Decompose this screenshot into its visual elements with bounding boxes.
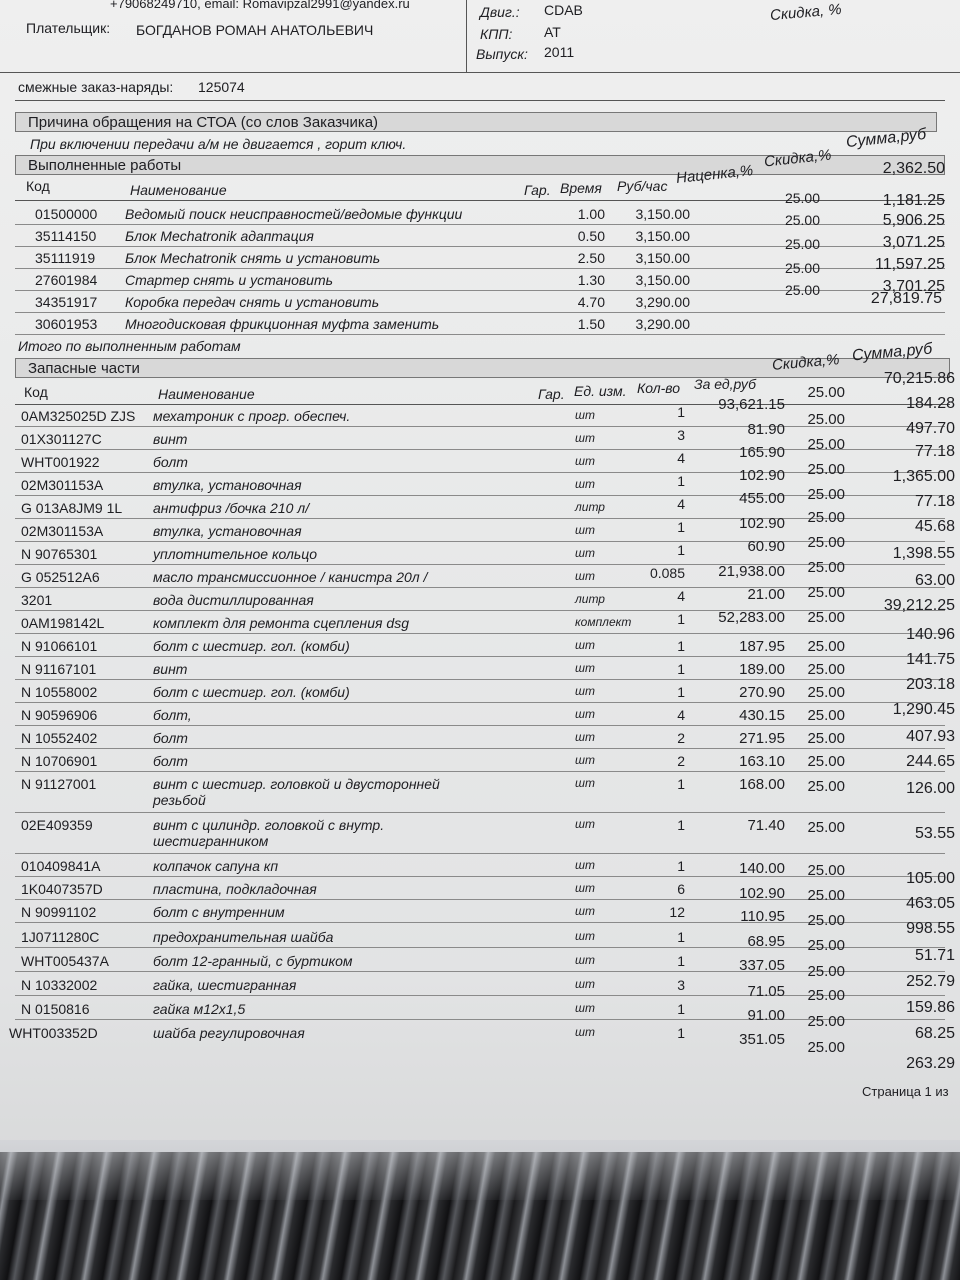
part-sum: 77.18 bbox=[914, 493, 955, 510]
part-code: WHT003352D bbox=[9, 1025, 98, 1041]
part-qty: 1 bbox=[677, 684, 685, 700]
work-code: 35114150 bbox=[35, 228, 97, 244]
part-discount: 25.00 bbox=[807, 661, 845, 678]
work-rate: 3,150.00 bbox=[635, 228, 690, 244]
work-sum: 3,071.25 bbox=[882, 234, 945, 251]
parts-col-gar: Гар. bbox=[538, 386, 565, 402]
part-qty: 1 bbox=[677, 953, 685, 969]
part-price: 189.00 bbox=[739, 661, 785, 678]
part-name: болт bbox=[153, 730, 188, 746]
part-sum: 70,215.86 bbox=[883, 370, 955, 387]
part-discount: 25.00 bbox=[807, 887, 845, 904]
part-name: антифриз /бочка 210 л/ bbox=[153, 500, 310, 516]
part-name: болт, bbox=[153, 707, 192, 723]
part-qty: 12 bbox=[669, 904, 685, 920]
part-unit: шт bbox=[575, 929, 595, 943]
parts-row bbox=[15, 676, 955, 703]
engine-value: CDAB bbox=[544, 2, 583, 18]
work-hours: 1.30 bbox=[577, 272, 605, 288]
part-name: винт с цилиндр. головкой с внутр. bbox=[153, 817, 385, 833]
part-name: винт bbox=[153, 661, 188, 677]
part-discount: 25.00 bbox=[807, 559, 845, 576]
part-code: 0AM325025D ZJS bbox=[21, 408, 136, 424]
part-discount: 25.00 bbox=[807, 963, 845, 980]
part-price: 81.90 bbox=[747, 421, 785, 438]
work-name: Стартер снять и установить bbox=[125, 272, 333, 288]
part-price: 455.00 bbox=[739, 490, 785, 507]
part-discount: 25.00 bbox=[807, 486, 845, 503]
parts-col-qty: Кол-во bbox=[637, 380, 681, 396]
part-price: 351.05 bbox=[739, 1031, 785, 1048]
work-name: Коробка передач снять и установить bbox=[125, 294, 380, 310]
works-col-rate: Руб/час bbox=[617, 178, 668, 194]
works-section-title: Выполненные работы bbox=[15, 155, 945, 175]
work-sum: 11,597.25 bbox=[875, 256, 945, 273]
part-code: 1J0711280C bbox=[21, 929, 100, 945]
works-col-sum: Сумма,руб bbox=[845, 125, 927, 152]
work-discount: 25.00 bbox=[784, 282, 820, 298]
work-rate: 3,150.00 bbox=[635, 206, 690, 222]
part-discount: 25.00 bbox=[807, 753, 845, 770]
part-code: 010409841A bbox=[21, 858, 101, 874]
part-sum: 141.75 bbox=[906, 651, 955, 668]
part-sum: 252.79 bbox=[906, 973, 955, 990]
work-sum: 2,362.50 bbox=[882, 160, 945, 177]
part-code: WHT005437A bbox=[21, 953, 109, 969]
part-unit: шт bbox=[575, 684, 595, 698]
works-col-name: Наименование bbox=[130, 182, 227, 198]
year-label: Выпуск: bbox=[476, 46, 528, 62]
part-qty: 1 bbox=[677, 929, 685, 945]
part-qty: 4 bbox=[677, 707, 685, 723]
part-name: втулка, установочная bbox=[153, 477, 302, 493]
part-qty: 1 bbox=[677, 776, 685, 792]
parts-row bbox=[15, 651, 955, 680]
part-discount: 25.00 bbox=[807, 730, 845, 747]
part-unit: шт bbox=[575, 707, 595, 721]
part-sum: 63.00 bbox=[914, 572, 955, 589]
part-price: 21.00 bbox=[747, 586, 785, 603]
works-total-value: 27,819.75 bbox=[870, 290, 942, 307]
part-unit: комплект bbox=[575, 615, 632, 629]
work-rate: 3,150.00 bbox=[635, 272, 690, 288]
part-code: N 10552402 bbox=[21, 730, 98, 746]
payer-label: Плательщик: bbox=[26, 20, 111, 36]
part-code: N 10706901 bbox=[21, 753, 98, 769]
part-sum: 126.00 bbox=[906, 780, 955, 797]
part-price: 271.95 bbox=[739, 730, 785, 747]
part-qty: 1 bbox=[677, 404, 685, 420]
part-qty: 1 bbox=[677, 661, 685, 677]
work-name: Ведомый поиск неисправностей/ведомые функции bbox=[125, 206, 463, 222]
part-name: винт bbox=[153, 431, 188, 447]
part-unit: шт bbox=[575, 569, 595, 583]
part-name: втулка, установочная bbox=[153, 523, 302, 539]
part-code: N 91127001 bbox=[21, 776, 97, 792]
work-name: Многодисковая фрикционная муфта заменить bbox=[125, 316, 440, 332]
work-rate: 3,290.00 bbox=[635, 294, 690, 310]
part-qty: 1 bbox=[677, 638, 685, 654]
part-code: 3201 bbox=[21, 592, 53, 608]
divider bbox=[15, 100, 945, 101]
part-sum: 203.18 bbox=[906, 676, 955, 693]
related-orders-label: смежные заказ-наряды: bbox=[18, 79, 174, 95]
part-sum: 497.70 bbox=[906, 420, 955, 437]
part-name: гайка, шестигранная bbox=[153, 977, 297, 993]
work-rate: 3,150.00 bbox=[635, 250, 690, 266]
part-price: 102.90 bbox=[739, 515, 785, 532]
part-sum: 159.86 bbox=[906, 999, 955, 1016]
part-unit: шт bbox=[575, 1025, 595, 1039]
part-unit: шт bbox=[575, 454, 595, 468]
part-price: 71.05 bbox=[747, 983, 785, 1000]
work-discount: 25.00 bbox=[784, 260, 820, 276]
part-unit: шт bbox=[575, 661, 595, 675]
part-code: N 91167101 bbox=[21, 661, 97, 677]
part-unit: шт bbox=[575, 881, 595, 895]
parts-col-sum: Сумма,руб bbox=[851, 340, 933, 365]
part-name-continued: резьбой bbox=[153, 792, 206, 808]
part-qty: 6 bbox=[677, 881, 685, 897]
part-sum: 463.05 bbox=[906, 895, 955, 912]
parts-row bbox=[15, 772, 955, 813]
part-price: 187.95 bbox=[739, 638, 785, 655]
parts-col-unit: Ед. изм. bbox=[574, 383, 627, 399]
part-sum: 105.00 bbox=[906, 870, 955, 887]
part-code: 02M301153A bbox=[21, 477, 104, 493]
part-name: болт 12-гранный, с буртиком bbox=[153, 953, 353, 969]
header-block bbox=[0, 0, 960, 73]
part-code: N 90765301 bbox=[21, 546, 98, 562]
work-hours: 4.70 bbox=[577, 294, 605, 310]
related-orders-value: 125074 bbox=[198, 79, 245, 95]
works-col-gar: Гар. bbox=[524, 182, 551, 198]
part-unit: шт bbox=[575, 638, 595, 652]
part-unit: шт bbox=[575, 477, 595, 491]
work-discount: 25.00 bbox=[784, 190, 820, 206]
part-qty: 2 bbox=[677, 730, 685, 746]
part-sum: 51.71 bbox=[914, 947, 955, 964]
work-code: 34351917 bbox=[35, 294, 98, 310]
part-name: пластина, подкладочная bbox=[153, 881, 317, 897]
parts-row bbox=[15, 749, 955, 772]
part-unit: шт bbox=[575, 977, 595, 991]
part-name: предохранительная шайба bbox=[153, 929, 334, 945]
part-qty: 1 bbox=[677, 519, 685, 535]
part-name: колпачок сапуна кп bbox=[153, 858, 279, 874]
year-value: 2011 bbox=[544, 44, 575, 60]
part-qty: 2 bbox=[677, 753, 685, 769]
work-name: Блок Mechatronik снять и установить bbox=[125, 250, 381, 266]
part-qty: 0.085 bbox=[649, 565, 685, 581]
email-line: +79068249710, email: Romavipzal2991@yandex.ru bbox=[110, 0, 410, 11]
part-unit: литр bbox=[575, 592, 605, 606]
part-sum: 407.93 bbox=[906, 728, 955, 745]
work-hours: 0.50 bbox=[577, 228, 605, 244]
part-sum: 184.28 bbox=[906, 395, 955, 412]
parts-row bbox=[9, 1021, 955, 1072]
part-qty: 4 bbox=[677, 588, 685, 604]
work-sum: 3,701.25 bbox=[882, 278, 945, 295]
parts-col-price: За ед,руб bbox=[694, 376, 757, 392]
part-price: 337.05 bbox=[739, 957, 785, 974]
part-price: 270.90 bbox=[739, 684, 785, 701]
part-discount: 25.00 bbox=[807, 461, 845, 478]
part-sum: 77.18 bbox=[914, 443, 955, 460]
part-qty: 1 bbox=[677, 542, 685, 558]
work-hours: 1.50 bbox=[577, 316, 605, 332]
part-discount: 25.00 bbox=[807, 778, 845, 795]
work-code: 01500000 bbox=[35, 206, 98, 222]
work-code: 35111919 bbox=[35, 250, 96, 266]
part-name-continued: шестигранником bbox=[153, 833, 269, 849]
part-discount: 25.00 bbox=[807, 1039, 845, 1056]
part-name: вода дистиллированная bbox=[153, 592, 314, 608]
part-unit: шт bbox=[575, 817, 595, 831]
part-name: гайка м12х1,5 bbox=[153, 1001, 246, 1017]
works-total-label: Итого по выполненным работам bbox=[18, 338, 241, 354]
part-discount: 25.00 bbox=[807, 987, 845, 1004]
part-unit: шт bbox=[575, 431, 595, 445]
work-hours: 2.50 bbox=[577, 250, 605, 266]
part-discount: 25.00 bbox=[807, 684, 845, 701]
part-price: 163.10 bbox=[739, 753, 785, 770]
part-discount: 25.00 bbox=[807, 411, 845, 428]
work-discount: 25.00 bbox=[784, 236, 820, 252]
part-unit: шт bbox=[575, 523, 595, 537]
part-discount: 25.00 bbox=[807, 384, 845, 401]
work-rate: 3,290.00 bbox=[635, 316, 690, 332]
part-code: 02E409359 bbox=[21, 817, 93, 833]
part-sum: 1,398.55 bbox=[892, 545, 955, 562]
works-col-time: Время bbox=[560, 180, 602, 196]
part-discount: 25.00 bbox=[807, 1013, 845, 1030]
work-hours: 1.00 bbox=[577, 206, 605, 222]
parts-row bbox=[15, 626, 955, 657]
part-price: 165.90 bbox=[739, 444, 785, 461]
part-sum: 1,365.00 bbox=[892, 468, 955, 485]
part-sum: 1,290.45 bbox=[892, 701, 955, 718]
work-discount: 25.00 bbox=[784, 212, 820, 228]
parts-row bbox=[15, 701, 955, 726]
header-divider bbox=[466, 0, 467, 72]
engine-label: Двиг.: bbox=[480, 4, 520, 20]
works-col-code: Код bbox=[26, 178, 50, 194]
part-qty: 3 bbox=[677, 427, 685, 443]
part-code: G 013A8JM9 1L bbox=[21, 500, 123, 516]
foil-shine bbox=[0, 1140, 960, 1200]
part-unit: шт bbox=[575, 904, 595, 918]
part-price: 430.15 bbox=[739, 707, 785, 724]
works-col-markup: Наценка,% bbox=[675, 162, 754, 187]
part-unit: шт bbox=[575, 730, 595, 744]
parts-row bbox=[15, 813, 955, 854]
part-discount: 25.00 bbox=[807, 609, 845, 626]
gearbox-value: AT bbox=[544, 24, 561, 40]
part-qty: 1 bbox=[677, 611, 685, 627]
part-price: 52,283.00 bbox=[718, 609, 785, 626]
part-qty: 3 bbox=[677, 977, 685, 993]
part-price: 140.00 bbox=[739, 860, 785, 877]
part-code: N 90596906 bbox=[21, 707, 98, 723]
part-code: N 0150816 bbox=[21, 1001, 90, 1017]
part-qty: 1 bbox=[677, 1001, 685, 1017]
work-sum: 5,906.25 bbox=[882, 212, 945, 229]
part-code: N 90991102 bbox=[21, 904, 97, 920]
part-name: винт с шестигр. головкой и двусторонней bbox=[153, 776, 440, 792]
part-sum: 140.96 bbox=[906, 626, 955, 643]
part-price: 60.90 bbox=[747, 538, 785, 555]
part-name: болт с шестигр. гол. (комби) bbox=[153, 638, 350, 654]
part-code: WHT001922 bbox=[21, 454, 100, 470]
part-name: болт с шестигр. гол. (комби) bbox=[153, 684, 350, 700]
part-sum: 263.29 bbox=[906, 1055, 955, 1072]
part-code: 02M301153A bbox=[21, 523, 104, 539]
part-discount: 25.00 bbox=[807, 912, 845, 929]
parts-section-title: Запасные части bbox=[15, 358, 950, 378]
part-qty: 1 bbox=[677, 817, 685, 833]
part-code: G 052512A6 bbox=[21, 569, 100, 585]
part-discount: 25.00 bbox=[807, 937, 845, 954]
parts-col-discount: Скидка,% bbox=[771, 351, 841, 374]
part-sum: 998.55 bbox=[906, 920, 955, 937]
part-unit: шт bbox=[575, 408, 595, 422]
part-qty: 4 bbox=[677, 450, 685, 466]
parts-col-name: Наименование bbox=[158, 386, 255, 402]
part-discount: 25.00 bbox=[807, 862, 845, 879]
work-name: Блок Mechatronik адаптация bbox=[125, 228, 314, 244]
parts-row bbox=[15, 854, 955, 887]
gearbox-label: КПП: bbox=[480, 26, 513, 42]
part-discount: 25.00 bbox=[807, 534, 845, 551]
part-name: комплект для ремонта сцепления dsg bbox=[153, 615, 409, 631]
part-price: 110.95 bbox=[740, 908, 785, 925]
part-price: 168.00 bbox=[739, 776, 785, 793]
part-discount: 25.00 bbox=[807, 707, 845, 724]
part-price: 71.40 bbox=[747, 817, 785, 834]
part-code: N 10558002 bbox=[21, 684, 98, 700]
work-code: 30601953 bbox=[35, 316, 98, 332]
part-price: 102.90 bbox=[739, 885, 785, 902]
part-discount: 25.00 bbox=[807, 638, 845, 655]
part-sum: 45.68 bbox=[914, 518, 955, 535]
reason-text: При включении передачи а/м не двигается , горит ключ. bbox=[30, 136, 407, 152]
part-name: болт с внутренним bbox=[153, 904, 285, 920]
part-discount: 25.00 bbox=[807, 819, 845, 836]
part-unit: шт bbox=[575, 858, 595, 872]
part-code: N 10332002 bbox=[21, 977, 98, 993]
part-qty: 1 bbox=[677, 473, 685, 489]
part-sum: 68.25 bbox=[914, 1025, 955, 1042]
part-sum: 244.65 bbox=[906, 753, 955, 770]
part-unit: литр bbox=[575, 500, 605, 514]
foil-wrapper-background bbox=[0, 1140, 960, 1280]
part-name: болт bbox=[153, 454, 188, 470]
page-number: Страница 1 из bbox=[862, 1084, 949, 1099]
part-price: 91.00 bbox=[747, 1007, 785, 1024]
part-qty: 4 bbox=[677, 496, 685, 512]
part-code: 0AM198142L bbox=[21, 615, 105, 631]
part-name: уплотнительное кольцо bbox=[153, 546, 318, 562]
part-code: N 91066101 bbox=[21, 638, 98, 654]
part-discount: 25.00 bbox=[807, 436, 845, 453]
part-sum: 53.55 bbox=[914, 825, 955, 842]
part-price: 21,938.00 bbox=[718, 563, 785, 580]
part-sum: 39,212.25 bbox=[883, 597, 955, 614]
part-discount: 25.00 bbox=[807, 584, 845, 601]
part-name: шайба регулировочная bbox=[153, 1025, 305, 1041]
part-unit: шт bbox=[575, 1001, 595, 1015]
part-price: 102.90 bbox=[739, 467, 785, 484]
part-price: 93,621.15 bbox=[718, 396, 785, 413]
part-unit: шт bbox=[575, 753, 595, 767]
payer-name: БОГДАНОВ РОМАН АНАТОЛЬЕВИЧ bbox=[136, 22, 374, 38]
part-code: 1K0407357D bbox=[21, 881, 103, 897]
part-unit: шт bbox=[575, 953, 595, 967]
part-qty: 1 bbox=[677, 1025, 685, 1041]
works-col-discount: Скидка,% bbox=[763, 146, 833, 171]
part-name: мехатроник с прогр. обеспеч. bbox=[153, 408, 351, 424]
part-code: 01X301127C bbox=[21, 431, 102, 447]
part-qty: 1 bbox=[677, 858, 685, 874]
parts-col-code: Код bbox=[24, 384, 48, 400]
parts-row bbox=[15, 726, 955, 749]
work-code: 27601984 bbox=[35, 272, 98, 288]
part-unit: шт bbox=[575, 546, 595, 560]
discount-label: Скидка, % bbox=[769, 0, 843, 25]
part-name: масло трансмиссионное / канистра 20л / bbox=[153, 569, 428, 585]
part-discount: 25.00 bbox=[807, 509, 845, 526]
reason-section-title: Причина обращения на СТОА (со слов Заказчика) bbox=[15, 112, 937, 132]
part-name: болт bbox=[153, 753, 188, 769]
part-price: 68.95 bbox=[747, 933, 785, 950]
part-unit: шт bbox=[575, 776, 595, 790]
work-sum: 1,181.25 bbox=[882, 192, 945, 209]
